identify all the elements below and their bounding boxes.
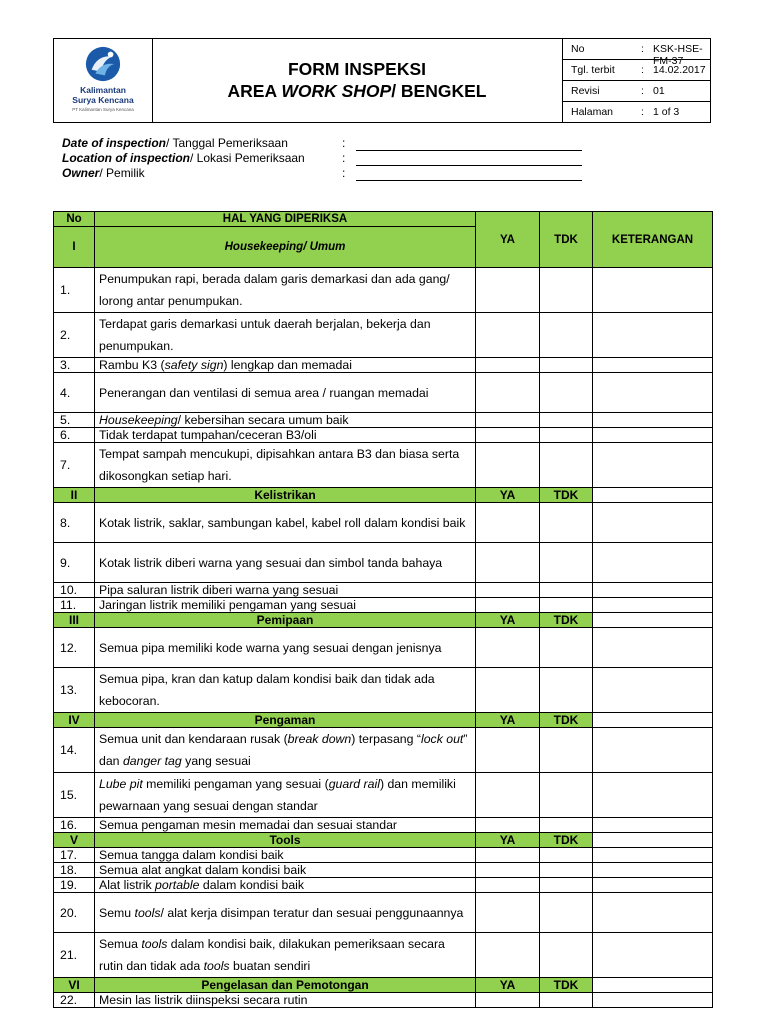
keterangan-cell[interactable] [593, 543, 713, 583]
ya-cell[interactable] [476, 878, 540, 893]
tdk-cell[interactable] [540, 893, 593, 933]
table-row: 15. Lube pit memiliki pengaman yang sesuai (guard rail) dan memiliki pewarnaan yang sesuai dengan standar [54, 773, 713, 818]
keterangan-cell[interactable] [593, 773, 713, 818]
ya-cell[interactable] [476, 933, 540, 978]
keterangan-cell[interactable] [593, 413, 713, 428]
table-row: 18. Semua alat angkat dalam kondisi baik [54, 863, 713, 878]
logo-subtitle: PT Kalimantan Surya Kencana [72, 107, 134, 112]
ya-cell[interactable] [476, 268, 540, 313]
tdk-cell[interactable] [540, 993, 593, 1008]
table-row: 17. Semua tangga dalam kondisi baik [54, 848, 713, 863]
ya-cell[interactable] [476, 993, 540, 1008]
keterangan-cell[interactable] [593, 583, 713, 598]
company-logo-icon [84, 45, 122, 83]
tdk-cell[interactable] [540, 443, 593, 488]
ya-cell[interactable] [476, 728, 540, 773]
table-row: 13. Semua pipa, kran dan katup dalam kondisi baik dan tidak ada kebocoran. [54, 668, 713, 713]
section-row-pemipaan: III Pemipaan YA TDK [54, 613, 713, 628]
keterangan-cell[interactable] [593, 443, 713, 488]
meta-row-halaman: Halaman : 1 of 3 [571, 106, 680, 118]
keterangan-cell[interactable] [593, 878, 713, 893]
ya-cell[interactable] [476, 848, 540, 863]
col-header-ya: YA [476, 212, 540, 268]
owner-field[interactable] [356, 180, 582, 181]
ya-cell[interactable] [476, 863, 540, 878]
logo-cell [54, 39, 153, 122]
tdk-cell[interactable] [540, 598, 593, 613]
keterangan-cell[interactable] [593, 358, 713, 373]
section-row-tools: V Tools YA TDK [54, 833, 713, 848]
table-row: 6. Tidak terdapat tumpahan/ceceran B3/oli [54, 428, 713, 443]
ya-cell[interactable] [476, 358, 540, 373]
inspection-checklist-table [53, 211, 713, 1008]
keterangan-cell[interactable] [593, 428, 713, 443]
keterangan-cell[interactable] [593, 268, 713, 313]
table-row: 19. Alat listrik portable dalam kondisi baik [54, 878, 713, 893]
keterangan-cell[interactable] [593, 373, 713, 413]
keterangan-cell[interactable] [593, 893, 713, 933]
meta-row-revisi: Revisi : 01 [563, 81, 711, 102]
ya-cell[interactable] [476, 628, 540, 668]
tdk-cell[interactable] [540, 818, 593, 833]
table-row: 7. Tempat sampah mencukupi, dipisahkan antara B3 dan biasa serta dikosongkan setiap hari. [54, 443, 713, 488]
table-row: 10. Pipa saluran listrik diberi warna yang sesuai [54, 583, 713, 598]
tdk-cell[interactable] [540, 848, 593, 863]
tdk-cell[interactable] [540, 773, 593, 818]
section-row-kelistrikan: II Kelistrikan YA TDK [54, 488, 713, 503]
date-of-inspection-field[interactable] [356, 150, 582, 151]
tdk-cell[interactable] [540, 503, 593, 543]
table-row: 12. Semua pipa memiliki kode warna yang sesuai dengan jenisnya [54, 628, 713, 668]
table-row: 3. Rambu K3 (safety sign) lengkap dan memadai [54, 358, 713, 373]
tdk-cell[interactable] [540, 728, 593, 773]
col-header-keterangan: KETERANGAN [593, 212, 713, 268]
section-row-pengelasan: VI Pengelasan dan Pemotongan YA TDK [54, 978, 713, 993]
col-header-no: No [54, 212, 95, 227]
table-row: 20. Semu tools/ alat kerja disimpan teratur dan sesuai penggunaannya [54, 893, 713, 933]
keterangan-cell[interactable] [593, 818, 713, 833]
keterangan-cell[interactable] [593, 993, 713, 1008]
ya-cell[interactable] [476, 428, 540, 443]
form-header [53, 38, 711, 123]
tdk-cell[interactable] [540, 668, 593, 713]
tdk-cell[interactable] [540, 863, 593, 878]
ya-cell[interactable] [476, 818, 540, 833]
table-row: 16. Semua pengaman mesin memadai dan sesuai standar [54, 818, 713, 833]
ya-cell[interactable] [476, 373, 540, 413]
tdk-cell[interactable] [540, 878, 593, 893]
table-row: 22. Mesin las listrik diinspeksi secara rutin [54, 993, 713, 1008]
title-line-1: FORM INSPEKSI [287, 59, 427, 79]
tdk-cell[interactable] [540, 358, 593, 373]
ya-cell[interactable] [476, 668, 540, 713]
ya-cell[interactable] [476, 893, 540, 933]
ya-cell[interactable] [476, 313, 540, 358]
title-line-2: AREA WORK SHOP/ BENGKEL [227, 81, 487, 101]
tdk-cell[interactable] [540, 543, 593, 583]
tdk-cell[interactable] [540, 413, 593, 428]
table-row: 14. Semua unit dan kendaraan rusak (break down) terpasang “lock out” dan danger tag yang sesuai [54, 728, 713, 773]
keterangan-cell[interactable] [593, 503, 713, 543]
keterangan-cell[interactable] [593, 668, 713, 713]
table-row: 21. Semua tools dalam kondisi baik, dilakukan pemeriksaan secara rutin dan tidak ada tools buatan sendiri [54, 933, 713, 978]
tdk-cell[interactable] [540, 583, 593, 598]
ya-cell[interactable] [476, 543, 540, 583]
ya-cell[interactable] [476, 773, 540, 818]
table-row: 9. Kotak listrik diberi warna yang sesuai dan simbol tanda bahaya [54, 543, 713, 583]
keterangan-cell[interactable] [593, 598, 713, 613]
tdk-cell[interactable] [540, 428, 593, 443]
logo-company-name: Kalimantan Surya Kencana [72, 85, 134, 105]
keterangan-cell[interactable] [593, 848, 713, 863]
form-title [152, 39, 563, 122]
tdk-cell[interactable] [540, 628, 593, 668]
tdk-cell[interactable] [540, 373, 593, 413]
keterangan-cell[interactable] [593, 313, 713, 358]
ya-cell[interactable] [476, 443, 540, 488]
tdk-cell[interactable] [540, 933, 593, 978]
table-row: 5. Housekeeping/ kebersihan secara umum baik [54, 413, 713, 428]
table-row: 2. Terdapat garis demarkasi untuk daerah berjalan, bekerja dan penumpukan. [54, 313, 713, 358]
meta-row-tgl-terbit: Tgl. terbit : 14.02.2017 [563, 60, 711, 81]
table-header-row [54, 212, 713, 227]
table-row: 8. Kotak listrik, saklar, sambungan kabel, kabel roll dalam kondisi baik [54, 503, 713, 543]
meta-row-no: No : KSK-HSE-FM-37 [563, 39, 711, 60]
tdk-cell[interactable] [540, 268, 593, 313]
keterangan-cell[interactable] [593, 628, 713, 668]
section-row-pengaman: IV Pengaman YA TDK [54, 713, 713, 728]
ya-cell[interactable] [476, 598, 540, 613]
section-number: I [54, 227, 95, 268]
table-row: 4. Penerangan dan ventilasi di semua area / ruangan memadai [54, 373, 713, 413]
section-title: Housekeeping/ Umum [95, 227, 476, 268]
table-row: 11. Jaringan listrik memiliki pengaman yang sesuai [54, 598, 713, 613]
ya-cell[interactable] [476, 413, 540, 428]
document-meta [563, 39, 711, 122]
keterangan-cell[interactable] [593, 933, 713, 978]
location-of-inspection-field[interactable] [356, 165, 582, 166]
tdk-cell[interactable] [540, 313, 593, 358]
keterangan-cell[interactable] [593, 728, 713, 773]
keterangan-cell[interactable] [593, 863, 713, 878]
ya-cell[interactable] [476, 503, 540, 543]
col-header-tdk: TDK [540, 212, 593, 268]
col-header-hal: HAL YANG DIPERIKSA [95, 212, 476, 227]
table-row: 1. Penumpukan rapi, berada dalam garis demarkasi dan ada gang/ lorong antar penumpukan. [54, 268, 713, 313]
ya-cell[interactable] [476, 583, 540, 598]
